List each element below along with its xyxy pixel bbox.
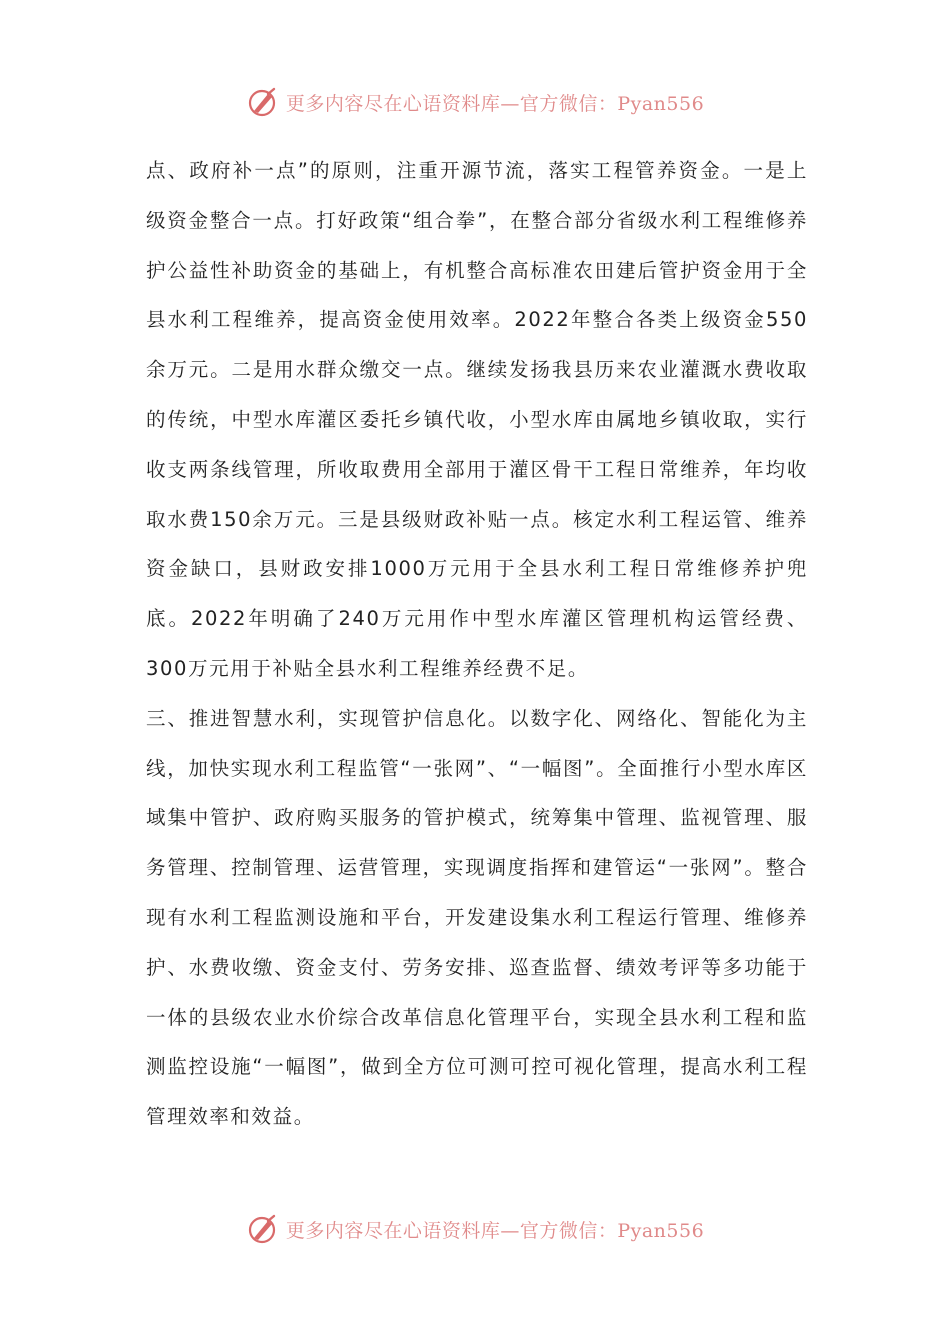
section-three-paragraph: 三、推进智慧水利，实现管护信息化。以数字化、网络化、智能化为主线，加快实现水利工程监管“一张网”、“一幅图”。全面推行小型水库区域集中管护、政府购买服务的管护模式，统筹集中管理、监视管理、服务管理、控制管理、运营管理，实现调度指挥和建管运“一张网”。整合现有水利工程监测设施和平台，开发建设集水利工程运行管理、维修养护、水费收缴、资金支付、劳务安排、巡查监督、绩效考评等多功能于一体的县级农业水价综合改革信息化管理平台，实现全县水利工程和监测监控设施“一幅图”，做到全方位可测可控可视化管理，提高水利工程管理效率和效益。 <box>146 706 808 1129</box>
pen-nib-icon <box>246 86 278 118</box>
header-watermark <box>0 86 950 118</box>
footer-watermark <box>0 1213 950 1245</box>
watermark-text: 更多内容尽在心语资料库—官方微信：Pyan556 <box>285 1219 705 1242</box>
document-body <box>146 146 808 1142</box>
watermark-text: 更多内容尽在心语资料库—官方微信：Pyan556 <box>285 92 705 115</box>
body-paragraph: 点、政府补一点”的原则，注重开源节流，落实工程管养资金。一是上级资金整合一点。打好政策“组合拳”，在整合部分省级水利工程维修养护公益性补助资金的基础上，有机整合高标准农田建后管护资金用于全县水利工程维养，提高资金使用效率。2022年整合各类上级资金550余万元。二是用水群众缴交一点。继续发扬我县历来农业灌溉水费收取的传统，中型水库灌区委托乡镇代收，小型水库由属地乡镇收取，实行收支两条线管理，所收取费用全部用于灌区骨干工程日常维养，年均收取水费150余万元。三是县级财政补贴一点。核定水利工程运管、维养资金缺口，县财政安排1000万元用于全县水利工程日常维修养护兜底。2022年明确了240万元用作中型水库灌区管理机构运管经费、300万元用于补贴全县水利工程维养经费不足。 <box>146 159 808 680</box>
pen-nib-icon <box>246 1213 278 1245</box>
